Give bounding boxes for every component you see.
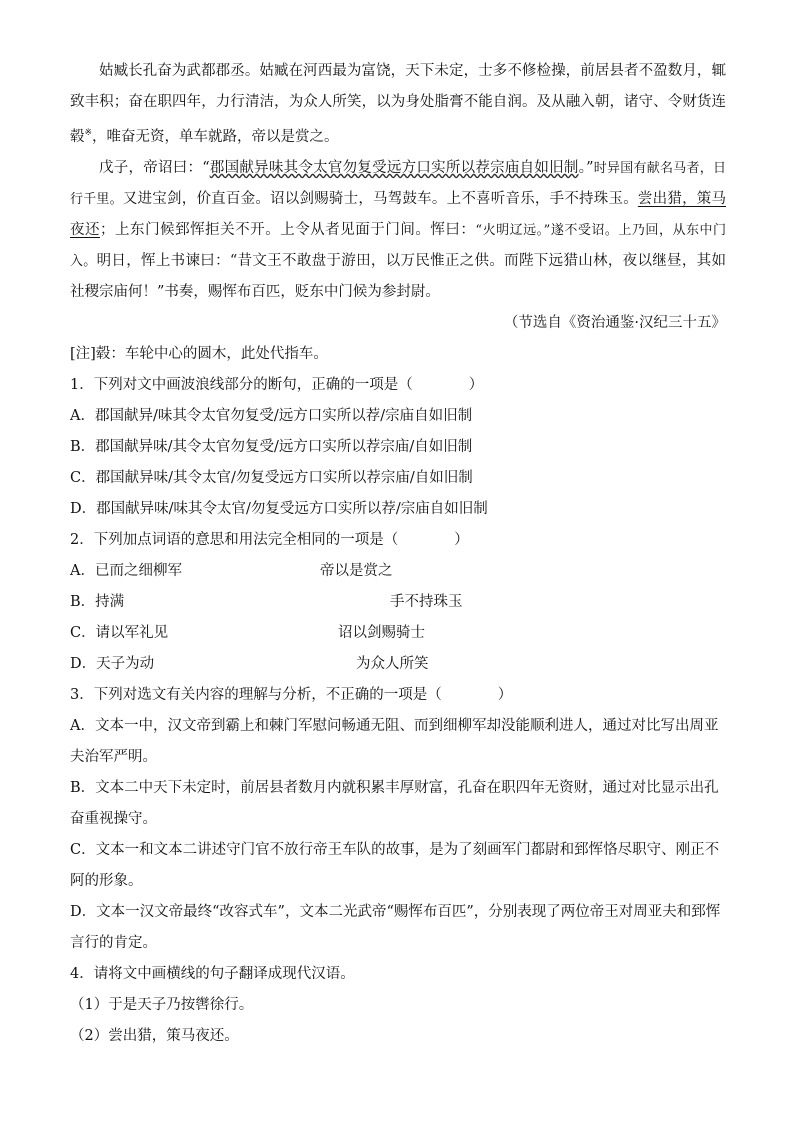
question-1-option-d: D．郡国献异味/味其令太官/勿复受远方口实所以荐/宗庙自如旧制 (70, 500, 488, 517)
paragraph-2-rest-2: 明日，恽上书谏曰：“昔文王不敢盘于游田，以万民惟正之供。而陛下远猎山林，夜以继昼，其如社稷宗庙何！”书奏，赐恽布百匹，贬东中门候为参封尉。 (70, 252, 726, 300)
question-3-stem: 3．下列对选文有关内容的理解与分析，不正确的一项是（ ） (70, 686, 513, 703)
wavy-underlined-text: 郡国献异味其令太官勿复受远方口实所以荐宗庙自如旧制 (209, 159, 579, 176)
question-1-option-a: A．郡国献异/味其令太官勿复受/远方口实所以荐/宗庙自如旧制 (70, 407, 473, 424)
passage-paragraph-1 (70, 56, 726, 153)
edict-lead: 戊子，帝诏曰：“ (99, 159, 210, 176)
question-3-option-c: C．文本一和文本二讲述守门官不放行帝王车队的故事，是为了刻画军门都尉和郅恽恪尽职守、刚正不阿的形象。 (70, 841, 720, 889)
question-2-option-b: B．持满 手不持珠玉 (70, 593, 463, 610)
paragraph-1-text: 姑臧长孔奋为武都郡丞。姑臧在河西最为富饶，天下未定，士多不修检操，前居县者不盈数月，辄致丰积；奋在职四年，力行清洁，为众人所笑，以为身处脂膏不能自润。及从融入朝，诸守、令财货连毂 (70, 63, 726, 145)
question-3-option-b: B．文本二中天下未定时，前居县者数月内就积累丰厚财富，孔奋在职四年无资财，通过对比显示出孔奋重视操守。 (70, 779, 719, 827)
question-2-option-c: C．请以军礼见 诏以剑赐骑士 (70, 624, 425, 641)
question-2-stem: 2．下列加点词语的意思和用法完全相同的一项是（ ） (70, 531, 469, 548)
source-citation: （节选自《资治通鉴·汉纪三十五》 (503, 314, 726, 331)
note-marker: ※ (84, 128, 93, 138)
paragraph-2-mid: 又进宝剑，价直百金。诏以剑赐骑士，马驾鼓车。上不喜听音乐，手不持珠玉。 (122, 190, 638, 207)
edict-close: 。” (578, 159, 594, 176)
question-3-option-d: D．文本一汉文帝最终“改容式车”，文本二光武帝“赐恽布百匹”，分别表现了两位帝王对周亚夫和郅恽言行的肯定。 (70, 903, 721, 951)
paragraph-2-small-text: 时异国有献名马者，日行千里。 (70, 160, 726, 207)
question-1-option-c: C．郡国献异味/其令太官/勿复受远方口实所以荐宗庙/自如旧制 (70, 469, 473, 486)
annotation-note: [注]毂：车轮中心的圆木，此处代指车。 (70, 345, 328, 362)
question-4-stem: 4．请将文中画横线的句子翻译成现代汉语。 (70, 965, 355, 982)
question-4-item-1: （1）于是天子乃按辔徐行。 (70, 996, 254, 1013)
document-page (70, 56, 726, 1052)
paragraph-2-rest-1: ；上东门候郅恽拒关不开。上令从者见面于门间。恽曰： (100, 221, 476, 238)
question-4-item-2: （2）尝出猎，策马夜还。 (70, 1027, 239, 1044)
passage-paragraph-2 (70, 153, 726, 308)
question-3-option-a: A．文本一中，汉文帝到霸上和棘门军慰问畅通无阻、而到细柳军却没能顺利进人，通过对比写出周亚夫治军严明。 (70, 717, 719, 765)
paragraph-2-small-text-2: “火明辽远。”遂不受诏。上乃回，从东中门入。 (70, 222, 727, 269)
question-1-stem: 1．下列对文中画波浪线部分的断句，正确的一项是（ ） (70, 376, 484, 393)
question-2-option-a: A．已而之细柳军 帝以是赏之 (70, 562, 393, 579)
paragraph-1-tail: ，唯奋无资，单车就路，帝以是赏之。 (92, 128, 339, 145)
underlined-sentence: 尝出猎，策马夜还 (70, 190, 726, 238)
question-2-option-d: D．天子为动 为众人所笑 (70, 655, 429, 672)
question-1-option-b: B．郡国献异味/其令太官勿复受/远方口实所以荐宗庙/自如旧制 (70, 438, 473, 455)
